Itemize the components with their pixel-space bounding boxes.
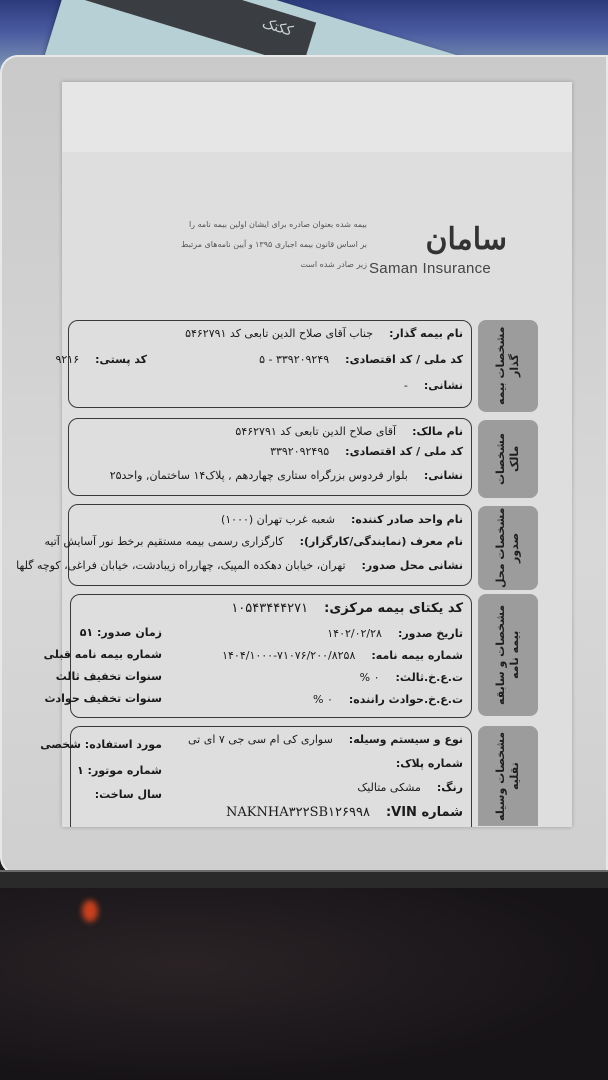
color-row: رنگ: مشکی متالیک — [357, 781, 463, 794]
sleeve-edge — [0, 870, 608, 890]
policyholder-address-row: نشانی: - — [403, 379, 463, 392]
section-issuing-office — [16, 504, 472, 586]
company-logo — [367, 222, 507, 282]
issue-time: زمان صدور: ۵۱ — [79, 626, 162, 639]
policy-number-row: شماره بیمه نامه: ۱۴۰۴/۱۰۰۰-۷۱۰۷۶/۲۰۰/۸۲۵۸ — [222, 649, 463, 662]
tab-issuing-office: مشخصات محل صدور — [478, 506, 538, 590]
company-name-fa: سامان — [425, 222, 507, 257]
third-party-discount-years: سنوات تخفیف ثالث — [55, 670, 162, 683]
section-policyholder — [55, 320, 472, 408]
tab-vehicle: مشخصات وسیله نقلیه — [478, 726, 538, 826]
header-line: زیر صادر شده است — [300, 260, 367, 269]
vin-row: شماره VIN: NAKNHA۳۲۲SB۱۲۶۹۹۸ — [226, 805, 463, 820]
plate-number-row: شماره پلاک: — [395, 757, 463, 770]
tab-policyholder: مشخصات بیمه گذار — [478, 320, 538, 412]
owner-name-row: نام مالک: آقای صلاح الدین تابعی کد ۵۴۶۲۷۹۱ — [235, 425, 463, 438]
tab-policy-record: مشخصات و سابقه بیمه نامه — [478, 594, 538, 716]
manufacture-year: سال ساخت: — [94, 788, 162, 801]
usage-type: مورد استفاده: شخصی — [40, 738, 162, 751]
tab-owner: مشخصات مالک — [478, 420, 538, 498]
central-unique-code-row: کد یکتای بیمه مرکزی: ۱۰۵۴۳۴۴۴۲۷۱ — [231, 601, 463, 616]
issuer-unit-row: نام واحد صادر کننده: شعبه غرب تهران (۱۰۰۰) — [220, 513, 463, 526]
policyholder-id-row: کد ملی / کد اقتصادی: ۳۳۹۲۰۹۲۴۹ - ۵ کد پستی: ۹۲۱۶ — [55, 353, 463, 366]
red-light-reflection — [82, 900, 98, 922]
issuer-address-row: نشانی محل صدور: تهران، خیابان دهکده المپیک، چهارراه زیبادشت، خیابان فراغی، کوچه گلها — [16, 559, 463, 572]
issue-date-row: تاریخ صدور: ۱۴۰۲/۰۲/۲۸ — [327, 627, 463, 640]
owner-id-row: کد ملی / کد اقتصادی: ۳۳۹۲۰۹۲۴۹۵ — [270, 445, 463, 458]
owner-address-row: نشانی: بلوار فردوس بزرگراه ستاری چهاردهم , پلاک۱۴ ساختمان, واحد۲۵ — [109, 469, 463, 482]
third-party-discount-row: ت.ع.خ.ثالث: ۰ % — [359, 671, 463, 684]
previous-policy-number: شماره بیمه نامه قبلی — [43, 648, 162, 661]
header-line: بر اساس قانون بیمه اجباری ۱۳۹۵ و آیین نامه‌های مرتبط — [181, 240, 367, 249]
vehicle-type-row: نوع و سیستم وسیله: سواری کی ام سی جی ۷ ای تی — [187, 733, 463, 746]
engine-number: شماره موتور: ۱ — [77, 764, 162, 777]
driver-accident-discount-row: ت.ع.خ.حوادث راننده: ۰ % — [313, 693, 463, 706]
insurance-document — [16, 82, 572, 827]
card-tab: ککتک — [54, 0, 316, 67]
policyholder-name-row: نام بیمه گذار: جناب آقای صلاح الدین تابعی کد ۵۴۶۲۷۹۱ — [185, 327, 463, 340]
accident-discount-years: سنوات تخفیف حوادث — [44, 692, 162, 705]
header-line: بیمه شده بعنوان صادره برای ایشان اولین بیمه نامه را — [188, 220, 367, 229]
section-owner — [68, 418, 472, 496]
issuer-agent-row: نام معرف (نمایندگی/کارگزار): کارگزاری رسمی بیمه مستقیم برخط نور آسایش آتیه — [44, 535, 463, 548]
company-name-en: Saman Insurance — [369, 260, 492, 277]
